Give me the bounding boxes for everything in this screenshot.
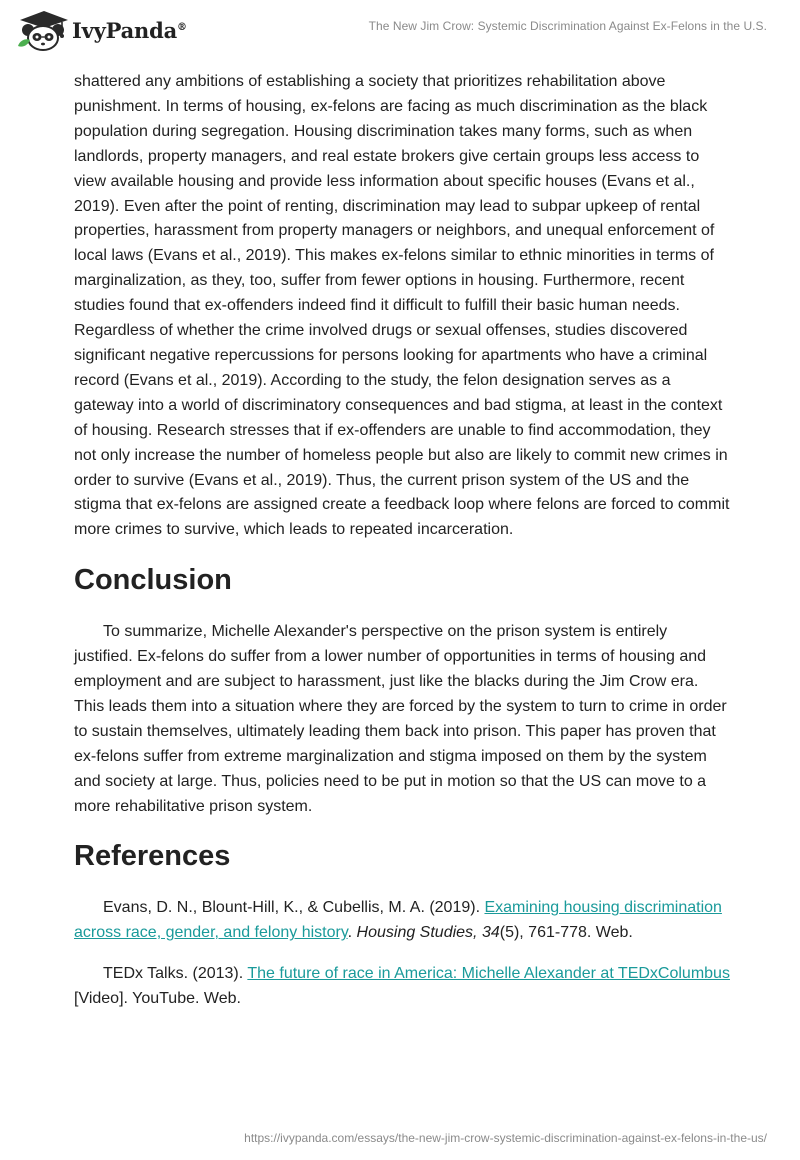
reference-authors: Evans, D. N., Blount-Hill, K., & Cubellis, M. A. (2019). <box>103 899 485 917</box>
references-heading: References <box>74 840 231 873</box>
article-content <box>74 70 730 1012</box>
reference-tail: (5), 761-778. Web. <box>499 924 633 942</box>
conclusion-paragraph: To summarize, Michelle Alexander's perspective on the prison system is entirely justified. Ex-felons do suffer from a lower number of opportunities in terms of housing and employment and are subject to harassment, just like the blacks during the Jim Crow era. This leads them into a situation where they are forced by the system to turn to crime in order to sustain themselves, ultimately leading them back into prison. This paper has proven that ex-felons suffer from extreme marginalization and stigma imposed on them by the system and society at large. Thus, policies need to be put in motion so that the US can move to a more rehabilitative prison system. <box>74 623 727 815</box>
page-header <box>0 0 800 60</box>
reference-entry <box>74 896 730 946</box>
reference-punct: . <box>347 924 357 942</box>
reference-link[interactable]: The future of race in America: Michelle Alexander at TEDxColumbus <box>247 965 730 983</box>
reference-authors: TEDx Talks. (2013). <box>103 965 248 983</box>
reference-journal: Housing Studies, 34 <box>356 924 500 942</box>
panda-mascot-icon <box>14 8 70 52</box>
reference-link[interactable]: Examining housing discrimination across race, gender, and felony history <box>74 899 722 942</box>
brand-logo[interactable] <box>14 8 187 52</box>
conclusion-heading: Conclusion <box>74 564 232 597</box>
reference-entry <box>74 962 730 1012</box>
reference-tail: [Video]. YouTube. Web. <box>74 990 241 1008</box>
brand-name: IvyPanda® <box>72 17 187 43</box>
document-title: The New Jim Crow: Systemic Discrimination Against Ex-Felons in the U.S. <box>368 19 767 33</box>
body-paragraph: shattered any ambitions of establishing a society that prioritizes rehabilitation above punishment. In terms of housing, ex-felons are facing as much discrimination as the black population during segregation. Housing discrimination takes many forms, such as when landlords, property managers, and real estate brokers give certain groups less access to view available housing and provide less information about specific houses (Evans et al., 2019). Even after the point of renting, discrimination may lead to subpar upkeep of rental properties, harassment from property managers or neighbors, and unequal enforcement of local laws (Evans et al., 2019). This makes ex-felons similar to ethnic minorities in terms of marginalization, as they, too, suffer from fewer options in housing. Furthermore, recent studies found that ex-offenders indeed find it difficult to fulfill their basic human needs. Regardless of whether the crime involved drugs or sexual offenses, studies discovered significant negative repercussions for persons looking for apartments who have a criminal record (Evans et al., 2019). According to the study, the felon designation serves as a gateway into a world of discriminatory consequences and bad stigma, at least in the context of housing. Research stresses that if ex-offenders are unable to find accommodation, they not only increase the number of homeless people but also are likely to commit new crimes in order to survive (Evans et al., 2019). Thus, the current prison system of the US and the stigma that ex-felons are assigned create a feedback loop where felons are forced to commit more crimes to survive, which leads to repeated incarceration. <box>74 73 730 539</box>
source-url[interactable]: https://ivypanda.com/essays/the-new-jim-crow-systemic-discrimination-against-ex-felons-in-the-us/ <box>244 1131 767 1145</box>
